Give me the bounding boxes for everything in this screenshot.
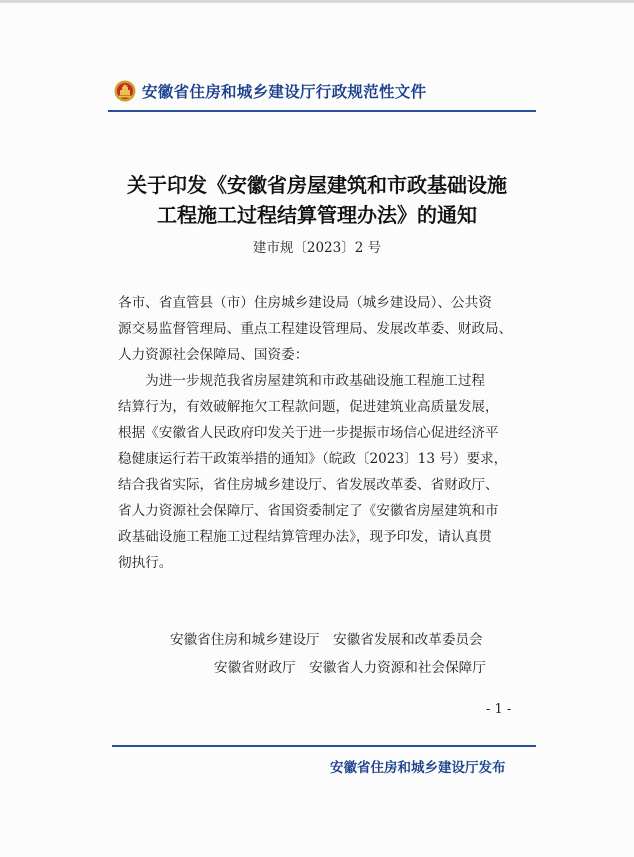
body-line: 结合我省实际，省住房城乡建设厅、省发展改革委、省财政厅、 bbox=[118, 477, 499, 493]
body-line: 彻执行。 bbox=[118, 555, 173, 571]
signatories bbox=[118, 626, 536, 682]
header-divider bbox=[108, 110, 536, 112]
document-title-line-1: 关于印发《安徽省房屋建筑和市政基础设施 bbox=[127, 173, 507, 197]
body-line: 稳健康运行若干政策举措的通知》（皖政〔2023〕13 号）要求， bbox=[118, 451, 508, 467]
body-line: 结算行为，有效破解拖欠工程款问题，促进建筑业高质量发展， bbox=[118, 399, 499, 415]
document-header bbox=[114, 78, 426, 104]
body-line: 各市、省直管县（市）住房城乡建设局（城乡建设局）、公共资 bbox=[118, 295, 492, 311]
document-title-line-2: 工程施工过程结算管理办法》的通知 bbox=[157, 203, 477, 227]
document-body bbox=[118, 290, 538, 576]
signatory-line-2: 安徽省财政厅 安徽省人力资源和社会保障厅 bbox=[214, 660, 486, 676]
page-number: - 1 - bbox=[486, 702, 512, 717]
national-emblem-icon bbox=[114, 80, 136, 102]
body-line: 政基础设施工程施工过程结算管理办法》，现予印发，请认真贯 bbox=[118, 529, 492, 545]
body-line: 省人力资源社会保障厅、省国资委制定了《安徽省房屋建筑和市 bbox=[118, 503, 499, 519]
document-title bbox=[100, 170, 534, 230]
header-title: 安徽省住房和城乡建设厅行政规范性文件 bbox=[142, 83, 427, 101]
body-line: 为进一步规范我省房屋建筑和市政基础设施工程施工过程 bbox=[118, 373, 486, 389]
body-line: 源交易监督管理局、重点工程建设管理局、发展改革委、财政局、 bbox=[118, 321, 513, 337]
document-number: 建市规〔2023〕2 号 bbox=[252, 240, 382, 256]
body-line: 根据《安徽省人民政府印发关于进一步提振市场信心促进经济平 bbox=[118, 425, 499, 441]
footer-publisher: 安徽省住房和城乡建设厅发布 bbox=[330, 760, 506, 776]
body-line: 人力资源社会保障局、国资委： bbox=[118, 347, 309, 363]
page-top-edge bbox=[0, 0, 634, 3]
footer-divider bbox=[112, 745, 536, 747]
signatory-line-1: 安徽省住房和城乡建设厅 安徽省发展和改革委员会 bbox=[170, 632, 483, 648]
